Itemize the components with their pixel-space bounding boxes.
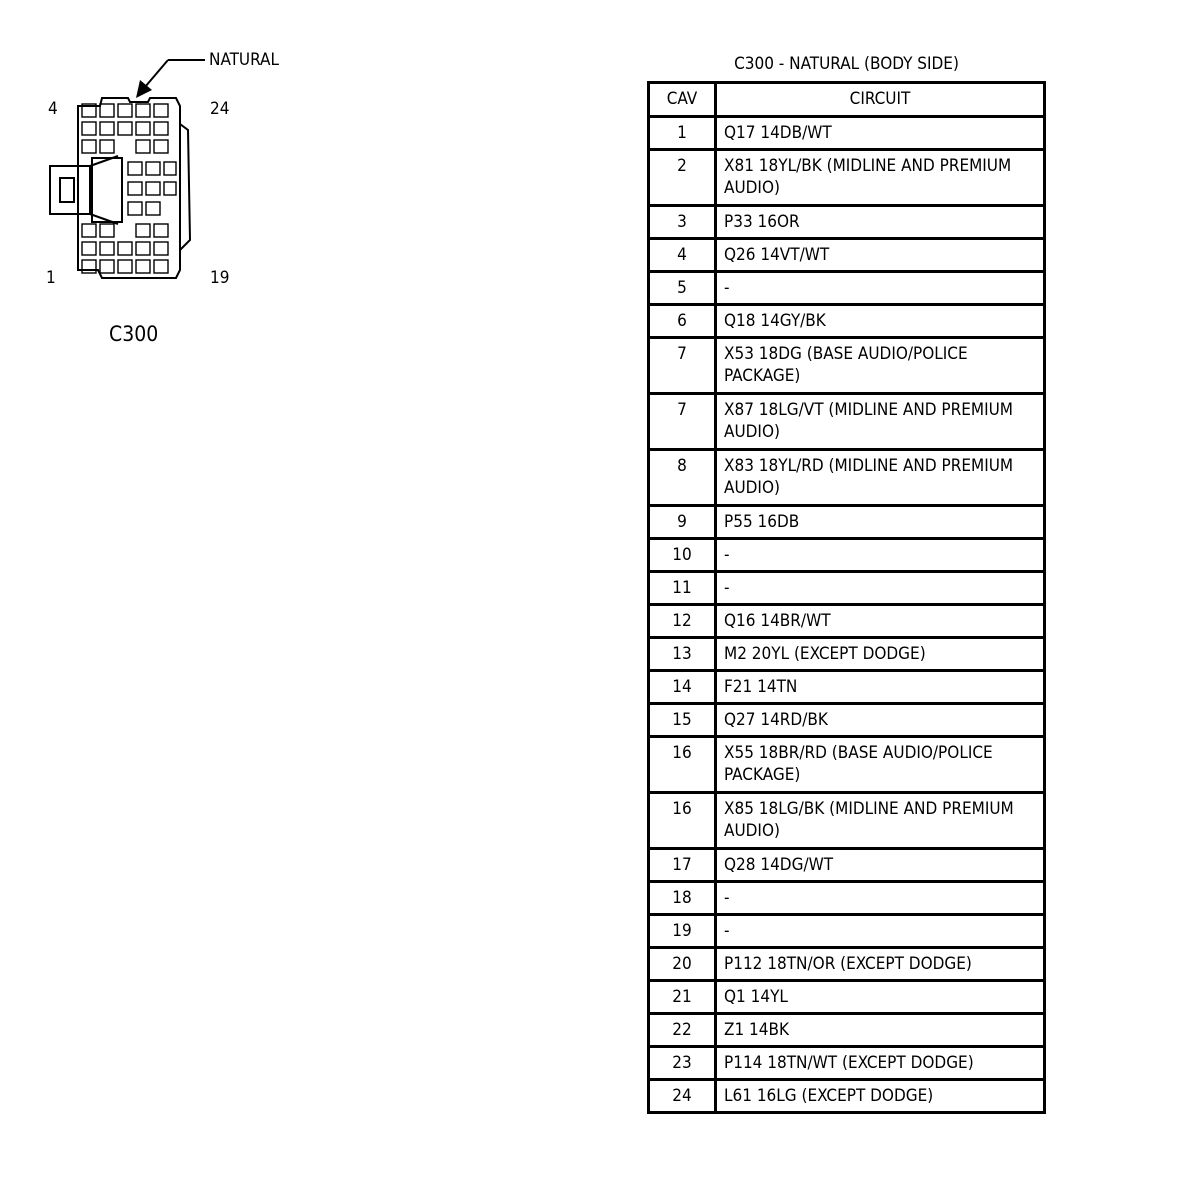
circuit-cell: X55 18BR/RD (BASE AUDIO/POLICE PACKAGE)	[716, 737, 1045, 793]
connector-center-key	[92, 158, 122, 222]
circuit-cell: Z1 14BK	[716, 1014, 1045, 1047]
color-callout-label: NATURAL	[209, 50, 280, 70]
cav-cell: 7	[649, 338, 716, 394]
circuit-cell: Q1 14YL	[716, 981, 1045, 1014]
cav-cell: 9	[649, 506, 716, 539]
table-row	[649, 394, 1045, 450]
circuit-cell: -	[716, 915, 1045, 948]
table-row	[649, 305, 1045, 338]
circuit-cell: X87 18LG/VT (MIDLINE AND PREMIUM AUDIO)	[716, 394, 1045, 450]
circuit-cell: X85 18LG/BK (MIDLINE AND PREMIUM AUDIO)	[716, 793, 1045, 849]
cav-cell: 19	[649, 915, 716, 948]
circuit-cell: Q16 14BR/WT	[716, 605, 1045, 638]
circuit-cell: Q27 14RD/BK	[716, 704, 1045, 737]
cav-cell: 2	[649, 150, 716, 206]
cav-cell: 3	[649, 206, 716, 239]
cav-cell: 16	[649, 737, 716, 793]
table-row	[649, 638, 1045, 671]
cav-cell: 12	[649, 605, 716, 638]
circuit-cell: F21 14TN	[716, 671, 1045, 704]
cav-cell: 6	[649, 305, 716, 338]
table-row	[649, 605, 1045, 638]
cav-cell: 23	[649, 1047, 716, 1080]
table-row	[649, 915, 1045, 948]
table-row	[649, 793, 1045, 849]
connector-lock-tab	[50, 166, 90, 214]
connector-side-latch	[180, 124, 190, 250]
table-row	[649, 450, 1045, 506]
cav-cell: 10	[649, 539, 716, 572]
table-row	[649, 1014, 1045, 1047]
table-header-row	[649, 83, 1045, 117]
table-row	[649, 704, 1045, 737]
cav-cell: 18	[649, 882, 716, 915]
connector-id-label: C300	[109, 322, 159, 346]
table-row	[649, 737, 1045, 793]
table-row	[649, 882, 1045, 915]
table-row	[649, 671, 1045, 704]
table-row	[649, 150, 1045, 206]
cav-cell: 20	[649, 948, 716, 981]
table-row	[649, 239, 1045, 272]
cav-cell: 24	[649, 1080, 716, 1113]
pin-label-top-right: 24	[210, 99, 230, 119]
pin-label-bottom-left: 1	[46, 268, 56, 288]
table-row	[649, 849, 1045, 882]
cav-cell: 1	[649, 117, 716, 150]
cav-cell: 8	[649, 450, 716, 506]
table-row	[649, 981, 1045, 1014]
table-row	[649, 338, 1045, 394]
cav-cell: 14	[649, 671, 716, 704]
table-row	[649, 948, 1045, 981]
table-row	[649, 1047, 1045, 1080]
cav-cell: 21	[649, 981, 716, 1014]
connector-face-drawing	[40, 40, 220, 300]
circuit-cell: Q28 14DG/WT	[716, 849, 1045, 882]
circuit-cell: Q17 14DB/WT	[716, 117, 1045, 150]
circuit-cell: Q18 14GY/BK	[716, 305, 1045, 338]
callout-leader-line	[145, 60, 168, 87]
table-row	[649, 539, 1045, 572]
circuit-cell: -	[716, 539, 1045, 572]
circuit-cell: X81 18YL/BK (MIDLINE AND PREMIUM AUDIO)	[716, 150, 1045, 206]
table-row	[649, 272, 1045, 305]
table-row	[649, 1080, 1045, 1113]
cav-cell: 7	[649, 394, 716, 450]
cav-cell: 16	[649, 793, 716, 849]
cav-cell: 15	[649, 704, 716, 737]
cav-cell: 4	[649, 239, 716, 272]
circuit-cell: L61 16LG (EXCEPT DODGE)	[716, 1080, 1045, 1113]
table-row	[649, 117, 1045, 150]
circuit-cell: -	[716, 272, 1045, 305]
table-row	[649, 572, 1045, 605]
header-circuit: CIRCUIT	[716, 83, 1045, 117]
cav-cell: 22	[649, 1014, 716, 1047]
circuit-cell: P112 18TN/OR (EXCEPT DODGE)	[716, 948, 1045, 981]
pin-label-top-left: 4	[48, 99, 58, 119]
circuit-cell: X83 18YL/RD (MIDLINE AND PREMIUM AUDIO)	[716, 450, 1045, 506]
circuit-cell: P55 16DB	[716, 506, 1045, 539]
circuit-cell: Q26 14VT/WT	[716, 239, 1045, 272]
circuit-cell: X53 18DG (BASE AUDIO/POLICE PACKAGE)	[716, 338, 1045, 394]
circuit-cell: -	[716, 572, 1045, 605]
pinout-table	[647, 81, 1046, 1114]
table-row	[649, 506, 1045, 539]
circuit-cell: M2 20YL (EXCEPT DODGE)	[716, 638, 1045, 671]
cav-cell: 13	[649, 638, 716, 671]
cav-cell: 11	[649, 572, 716, 605]
circuit-cell: P33 16OR	[716, 206, 1045, 239]
pinout-table-body	[649, 117, 1045, 1113]
circuit-cell: P114 18TN/WT (EXCEPT DODGE)	[716, 1047, 1045, 1080]
circuit-cell: -	[716, 882, 1045, 915]
table-title: C300 - NATURAL (BODY SIDE)	[734, 54, 959, 74]
table-row	[649, 206, 1045, 239]
cavity-grid	[82, 104, 176, 273]
cav-cell: 17	[649, 849, 716, 882]
pin-label-bottom-right: 19	[210, 268, 230, 288]
header-cav: CAV	[649, 83, 716, 117]
cav-cell: 5	[649, 272, 716, 305]
